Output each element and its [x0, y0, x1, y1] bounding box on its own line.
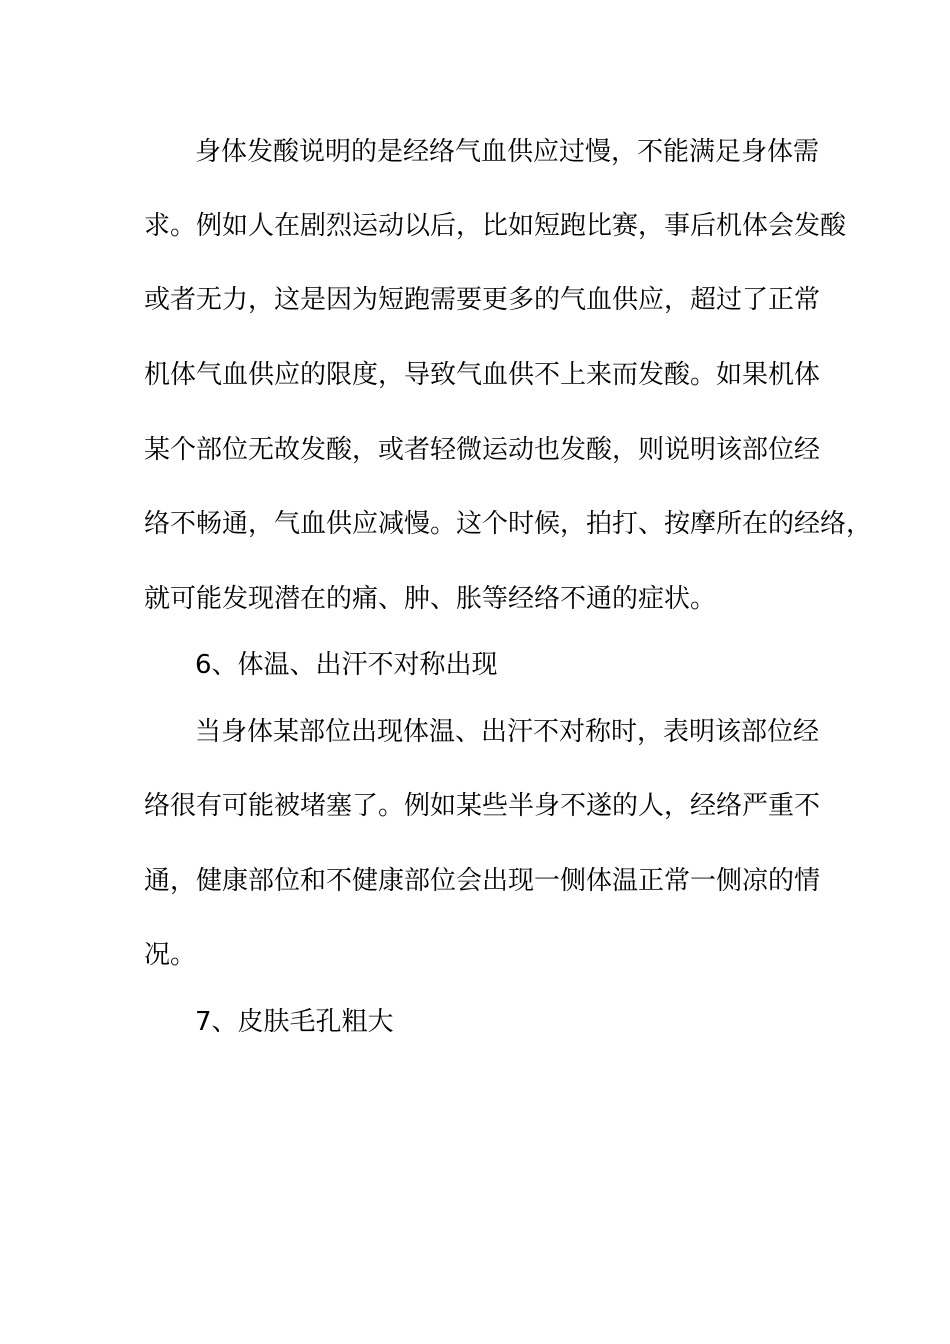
paragraph-line: 络不畅通，气血供应减慢。这个时候，拍打、按摩所在的经络， — [144, 509, 873, 539]
section-heading-7: 7、皮肤毛孔粗大 — [195, 1007, 394, 1037]
paragraph-line: 身体发酸说明的是经络气血供应过慢，不能满足身体需 — [195, 137, 820, 167]
paragraph-line: 或者无力，这是因为短跑需要更多的气血供应，超过了正常 — [144, 285, 821, 315]
paragraph-line: 求。例如人在剧烈运动以后，比如短跑比赛，事后机体会发酸 — [144, 211, 847, 241]
paragraph-line: 况。 — [144, 940, 197, 970]
paragraph-line: 通，健康部位和不健康部位会出现一侧体温正常一侧凉的情 — [144, 866, 821, 896]
paragraph-line: 就可能发现潜在的痛、肿、胀等经络不通的症状。 — [144, 584, 717, 614]
paragraph-line: 络很有可能被堵塞了。例如某些半身不遂的人，经络严重不 — [144, 791, 821, 821]
paragraph-line: 某个部位无故发酸，或者轻微运动也发酸，则说明该部位经 — [144, 435, 821, 465]
paragraph-line: 机体气血供应的限度，导致气血供不上来而发酸。如果机体 — [144, 360, 821, 390]
paragraph-line: 当身体某部位出现体温、出汗不对称时，表明该部位经 — [195, 717, 820, 747]
section-heading-6: 6、体温、出汗不对称出现 — [195, 650, 498, 680]
